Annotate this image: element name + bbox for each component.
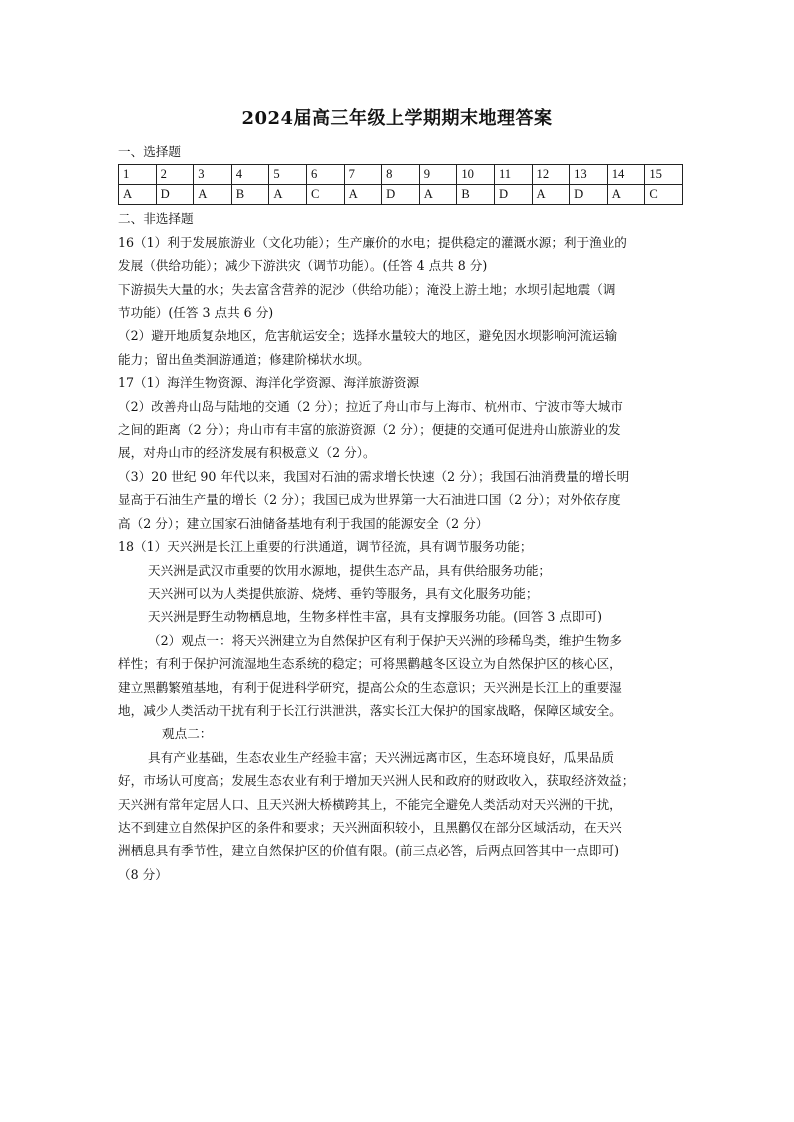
answer-line: 17（1）海洋生物资源、海洋化学资源、海洋旅游资源 bbox=[118, 375, 420, 391]
answer-cell: D bbox=[156, 185, 194, 205]
question-number-cell: 12 bbox=[532, 165, 570, 185]
answer-line: 显高于石油生产量的增长（2 分）；我国已成为世界第一大石油进口国（2 分）；对外依存度 bbox=[118, 492, 621, 508]
answer-line: 16（1）利于发展旅游业（文化功能）；生产廉价的水电；提供稳定的灌溉水源；利于渔业的 bbox=[118, 234, 627, 250]
question-number-cell: 3 bbox=[194, 165, 232, 185]
question-number-cell: 15 bbox=[645, 165, 683, 185]
answer-line: 能力；留出鱼类洄游通道；修建阶梯状水坝。 bbox=[118, 351, 370, 367]
answer-cell: D bbox=[382, 185, 420, 205]
answer-line: 展，对舟山市的经济发展有积极意义（2 分）。 bbox=[118, 445, 376, 461]
answer-cell: A bbox=[532, 185, 570, 205]
question-number-cell: 11 bbox=[494, 165, 532, 185]
answer-line: 好，市场认可度高；发展生态农业有利于增加天兴洲人民和政府的财政收入，获取经济效益； bbox=[118, 773, 635, 789]
question-number-row bbox=[119, 165, 683, 185]
answer-cell: A bbox=[607, 185, 645, 205]
answer-line: 样性；有利于保护河流湿地生态系统的稳定；可将黑鹳越冬区设立为自然保护区的核心区， bbox=[118, 656, 622, 672]
question-number-cell: 1 bbox=[119, 165, 157, 185]
answer-cell: B bbox=[231, 185, 269, 205]
answer-cell: A bbox=[344, 185, 382, 205]
answer-line: 建立黑鹳繁殖基地，有利于促进科学研究，提高公众的生态意识；天兴洲是长江上的重要湿 bbox=[118, 679, 622, 695]
answer-cell: D bbox=[494, 185, 532, 205]
answer-cell: A bbox=[269, 185, 307, 205]
section-heading-nonchoice: 二、非选择题 bbox=[118, 211, 194, 227]
question-number-cell: 2 bbox=[156, 165, 194, 185]
answer-line: 下游损失大量的水；失去富含营养的泥沙（供给功能）；淹没上游土地；水坝引起地震（调 bbox=[118, 281, 616, 297]
answer-line: 节功能）(任答 3 点共 6 分) bbox=[118, 305, 274, 321]
answer-line: （8 分） bbox=[118, 866, 168, 882]
answer-cell: C bbox=[306, 185, 344, 205]
page-title: 2024届高三年级上学期期末地理答案 bbox=[241, 108, 553, 129]
answer-line: （2）改善舟山岛与陆地的交通（2 分）；拉近了舟山市与上海市、杭州市、宁波市等大城市 bbox=[118, 398, 623, 414]
question-number-cell: 5 bbox=[269, 165, 307, 185]
answer-line: 洲栖息具有季节性，建立自然保护区的价值有限。(前三点必答，后两点回答其中一点即可) bbox=[118, 843, 619, 859]
answer-line: 天兴洲是武汉市重要的饮用水源地，提供生态产品，具有供给服务功能； bbox=[148, 562, 551, 578]
question-number-cell: 6 bbox=[306, 165, 344, 185]
question-number-cell: 10 bbox=[457, 165, 495, 185]
answer-line: 天兴洲可以为人类提供旅游、烧烤、垂钓等服务，具有文化服务功能； bbox=[148, 585, 539, 601]
question-number-cell: 14 bbox=[607, 165, 645, 185]
document-body bbox=[118, 140, 684, 886]
answer-line: 天兴洲有常年定居人口、且天兴洲大桥横跨其上，不能完全避免人类活动对天兴洲的干扰， bbox=[118, 796, 622, 812]
answer-table bbox=[118, 164, 683, 205]
answer-line: 地，减少人类活动干扰有利于长江行洪泄洪，落实长江大保护的国家战略，保障区域安全。 bbox=[118, 702, 622, 718]
answer-cell: A bbox=[194, 185, 232, 205]
question-number-cell: 9 bbox=[419, 165, 457, 185]
answer-line: 天兴洲是野生动物栖息地，生物多样性丰富，具有支撑服务功能。(回答 3 点即可) bbox=[148, 609, 603, 625]
answer-line: （2）避开地质复杂地区，危害航运安全；选择水量较大的地区，避免因水坝影响河流运输 bbox=[118, 328, 618, 344]
section-heading-choice: 一、选择题 bbox=[118, 144, 181, 159]
answer-row bbox=[119, 185, 683, 205]
question-number-cell: 13 bbox=[570, 165, 608, 185]
answer-line: 之间的距离（2 分）；舟山市有丰富的旅游资源（2 分）；便捷的交通可促进舟山旅游业的发 bbox=[118, 422, 621, 438]
answer-line: 具有产业基础，生态农业生产经验丰富；天兴洲远离市区，生态环境良好，瓜果品质 bbox=[148, 749, 614, 765]
answer-line: 观点二： bbox=[162, 726, 213, 742]
question-number-cell: 7 bbox=[344, 165, 382, 185]
answer-line: （3）20 世纪 90 年代以来，我国对石油的需求增长快速（2 分）；我国石油消费量的增长明 bbox=[118, 468, 630, 484]
answer-cell: C bbox=[645, 185, 683, 205]
question-number-cell: 8 bbox=[382, 165, 420, 185]
answer-line: 高（2 分）；建立国家石油储备基地有利于我国的能源安全（2 分） bbox=[118, 515, 489, 531]
answer-cell: A bbox=[419, 185, 457, 205]
answer-line: 达不到建立自然保护区的条件和要求；天兴洲面积较小，且黑鹳仅在部分区域活动，在天兴 bbox=[118, 819, 622, 835]
answer-cell: A bbox=[119, 185, 157, 205]
answer-cell: B bbox=[457, 185, 495, 205]
answer-line: （2）观点一：将天兴洲建立为自然保护区有利于保护天兴洲的珍稀鸟类，维护生物多 bbox=[148, 632, 622, 648]
answer-line: 发展（供给功能）；减少下游洪灾（调节功能）。(任答 4 点共 8 分) bbox=[118, 258, 488, 274]
question-number-cell: 4 bbox=[231, 165, 269, 185]
answer-cell: D bbox=[570, 185, 608, 205]
answer-line: 18（1）天兴洲是长江上重要的行洪通道，调节径流，具有调节服务功能； bbox=[118, 539, 533, 555]
answer-text-block bbox=[118, 231, 684, 886]
